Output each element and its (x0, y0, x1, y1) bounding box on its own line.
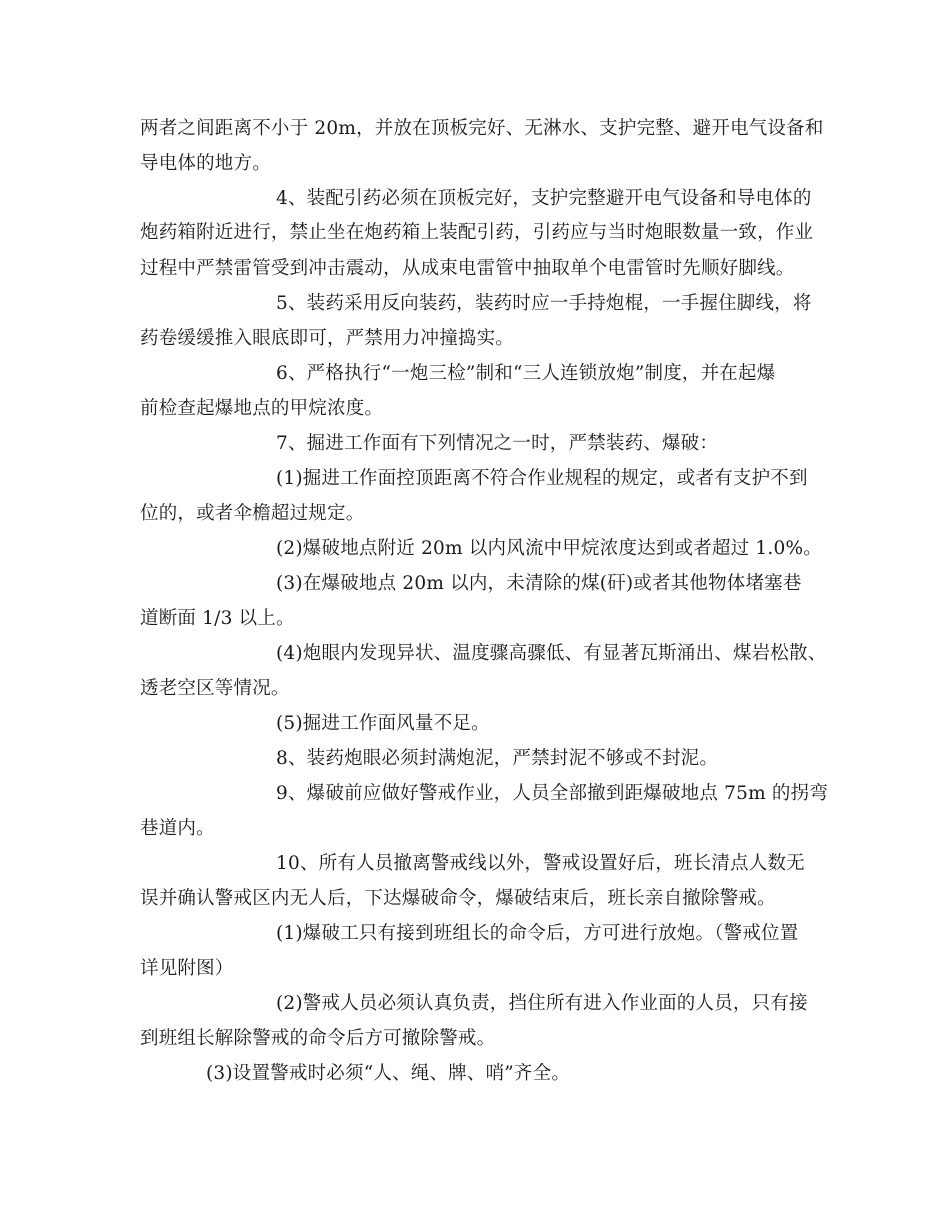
text-line: (4)炮眼内发现异状、温度骤高骤低、有显著瓦斯涌出、煤岩松散、 (276, 643, 827, 664)
text-line: 两者之间距离不小于 20m，并放在顶板完好、无淋水、支护完整、避开电气设备和 (140, 118, 824, 139)
text-line: 前检查起爆地点的甲烷浓度。 (140, 398, 384, 419)
text-line: 7、掘进工作面有下列情况之一时，严禁装药、爆破： (276, 433, 719, 454)
text-line: 误并确认警戒区内无人后，下达爆破命令，爆破结束后，班长亲自撤除警戒。 (140, 888, 776, 909)
text-line: (3)设置警戒时必须“人、绳、牌、哨”齐全。 (206, 1063, 571, 1084)
text-line: 炮药箱附近进行，禁止坐在炮药箱上装配引药，引药应与当时炮眼数量一致，作业 (140, 222, 814, 243)
text-line: 过程中严禁雷管受到冲击震动，从成束电雷管中抽取单个电雷管时先顺好脚线。 (140, 258, 795, 279)
text-line: 5、装药采用反向装药，装药时应一手持炮棍，一手握住脚线，将 (276, 293, 812, 314)
text-line: (1)掘进工作面控顶距离不符合作业规程的规定，或者有支护不到 (276, 468, 808, 489)
text-line: 道断面 1/3 以上。 (140, 608, 295, 629)
text-line: 6、严格执行“一炮三检”制和“三人连锁放炮”制度，并在起爆 (276, 363, 776, 384)
text-line: 到班组长解除警戒的命令后方可撤除警戒。 (140, 1028, 496, 1049)
text-line: (5)掘进工作面风量不足。 (276, 713, 490, 734)
text-line: (2)爆破地点附近 20m 以内风流中甲烷浓度达到或者超过 1.0%。 (276, 538, 822, 559)
text-line: 巷道内。 (140, 818, 215, 839)
text-line: (1)爆破工只有接到班组长的命令后，方可进行放炮。（警戒位置 (276, 923, 799, 944)
text-line: 详见附图） (140, 958, 234, 979)
text-line: (3)在爆破地点 20m 以内，未清除的煤(矸)或者其他物体堵塞巷 (276, 573, 802, 594)
text-line: 10、所有人员撤离警戒线以外，警戒设置好后，班长清点人数无 (276, 853, 805, 874)
text-line: 4、装配引药必须在顶板完好，支护完整避开电气设备和导电体的 (276, 188, 812, 209)
text-line: 药卷缓缓推入眼底即可，严禁用力冲撞捣实。 (140, 328, 515, 349)
text-line: (2)警戒人员必须认真负责，挡住所有进入作业面的人员，只有接 (276, 993, 808, 1014)
text-line: 透老空区等情况。 (140, 678, 290, 699)
text-line: 导电体的地方。 (140, 153, 271, 174)
text-line: 8、装药炮眼必须封满炮泥，严禁封泥不够或不封泥。 (276, 748, 719, 769)
text-line: 9、爆破前应做好警戒作业，人员全部撤到距爆破地点 75m 的拐弯 (276, 783, 829, 804)
text-line: 位的，或者伞檐超过规定。 (140, 503, 365, 524)
